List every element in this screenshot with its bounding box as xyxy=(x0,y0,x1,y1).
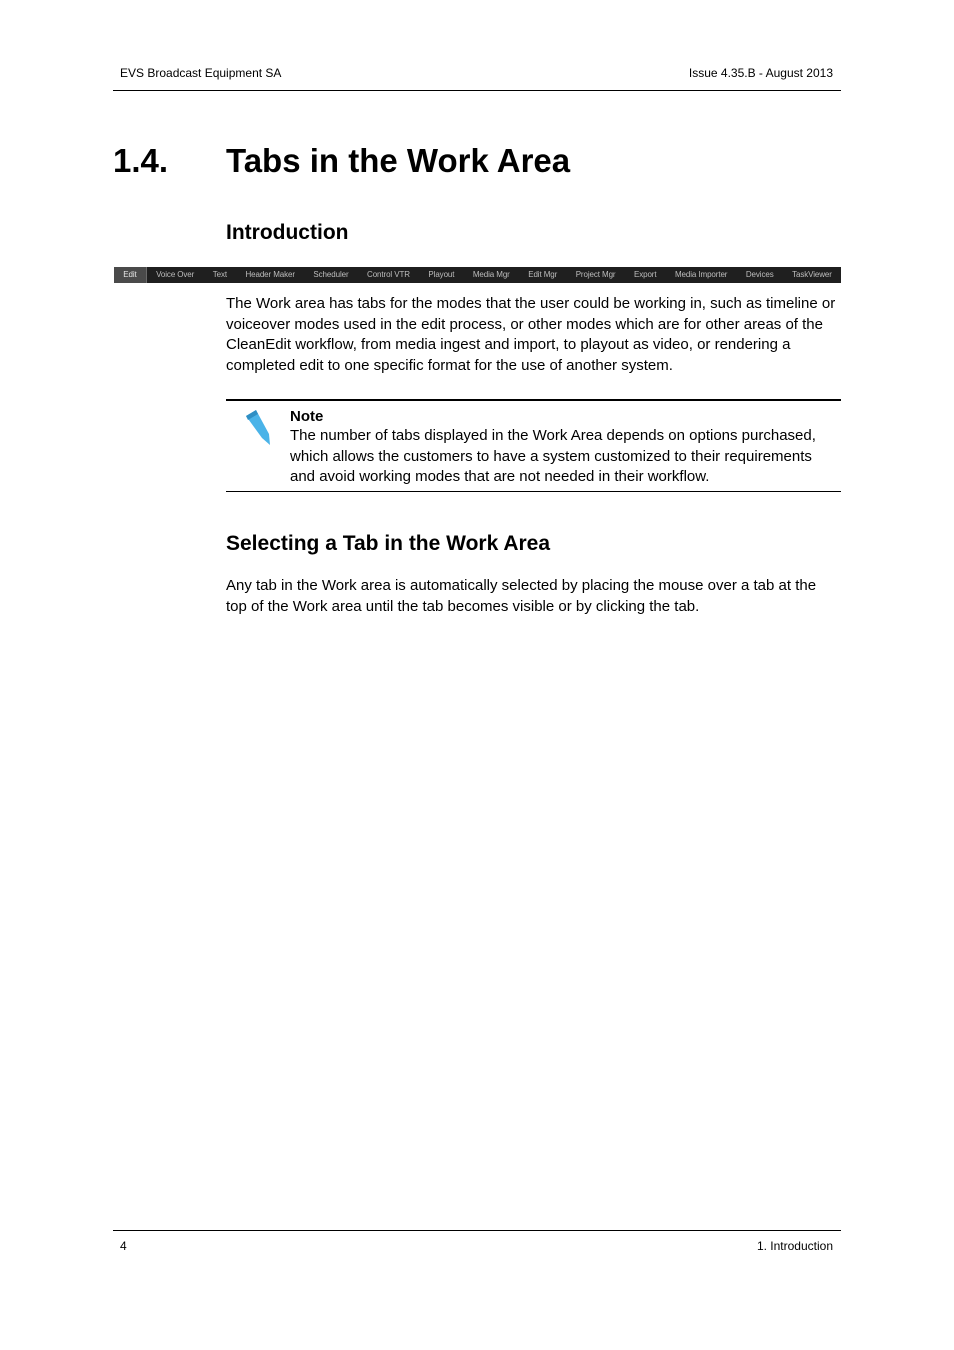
note-title: Note xyxy=(290,408,324,425)
tab-project-mgr[interactable]: Project Mgr xyxy=(575,270,616,279)
tab-playout[interactable]: Playout xyxy=(428,270,455,279)
tab-scheduler[interactable]: Scheduler xyxy=(313,270,349,279)
tab-control-vtr[interactable]: Control VTR xyxy=(367,270,410,279)
tab-media-mgr[interactable]: Media Mgr xyxy=(472,270,510,279)
header-issue: Issue 4.35.B - August 2013 xyxy=(688,66,833,80)
footer-chapter: 1. Introduction xyxy=(756,1239,833,1253)
introduction-heading: Introduction xyxy=(226,221,349,244)
pencil-icon xyxy=(242,407,272,447)
tab-taskviewer[interactable]: TaskViewer xyxy=(792,270,832,279)
chapter-title-text: Tabs in the Work Area xyxy=(226,142,571,179)
chapter-number: 1.4. xyxy=(113,142,169,179)
note-box xyxy=(226,399,841,492)
header-company: EVS Broadcast Equipment SA xyxy=(120,66,282,80)
page-number: 4 xyxy=(120,1239,127,1253)
tab-text[interactable]: Text xyxy=(212,270,227,279)
tab-devices[interactable]: Devices xyxy=(745,270,774,279)
tab-edit-mgr[interactable]: Edit Mgr xyxy=(528,270,558,279)
selecting-tab-paragraph: Any tab in the Work area is automatically selected by placing the mouse over a tab at the top of the Work area until the tab becomes visible or by clicking the tab. xyxy=(226,577,817,615)
tab-header-maker[interactable]: Header Maker xyxy=(245,270,295,279)
tab-edit[interactable]: Edit xyxy=(114,267,147,283)
chapter-title xyxy=(113,141,570,181)
tab-export[interactable]: Export xyxy=(633,270,657,279)
introduction-paragraph: The Work area has tabs for the modes that the user could be working in, such as timeline or voiceover modes used in the edit process, or other modes which are for other areas of the CleanEdit workflow, from media ingest and import, to playout as video, or rendering a completed edit to one specific format for the use of another system. xyxy=(226,295,836,374)
selecting-tab-heading: Selecting a Tab in the Work Area xyxy=(226,532,551,555)
tab-media-importer[interactable]: Media Importer xyxy=(674,270,728,279)
work-area-tab-bar xyxy=(114,267,841,283)
page-footer xyxy=(113,1230,841,1257)
page-header xyxy=(113,64,841,91)
tab-voice-over[interactable]: Voice Over xyxy=(156,270,195,279)
note-text: The number of tabs displayed in the Work Area depends on options purchased, which allows the customers to have a system customized to their requirements and avoid working modes that are not needed in their workflow. xyxy=(290,427,816,485)
